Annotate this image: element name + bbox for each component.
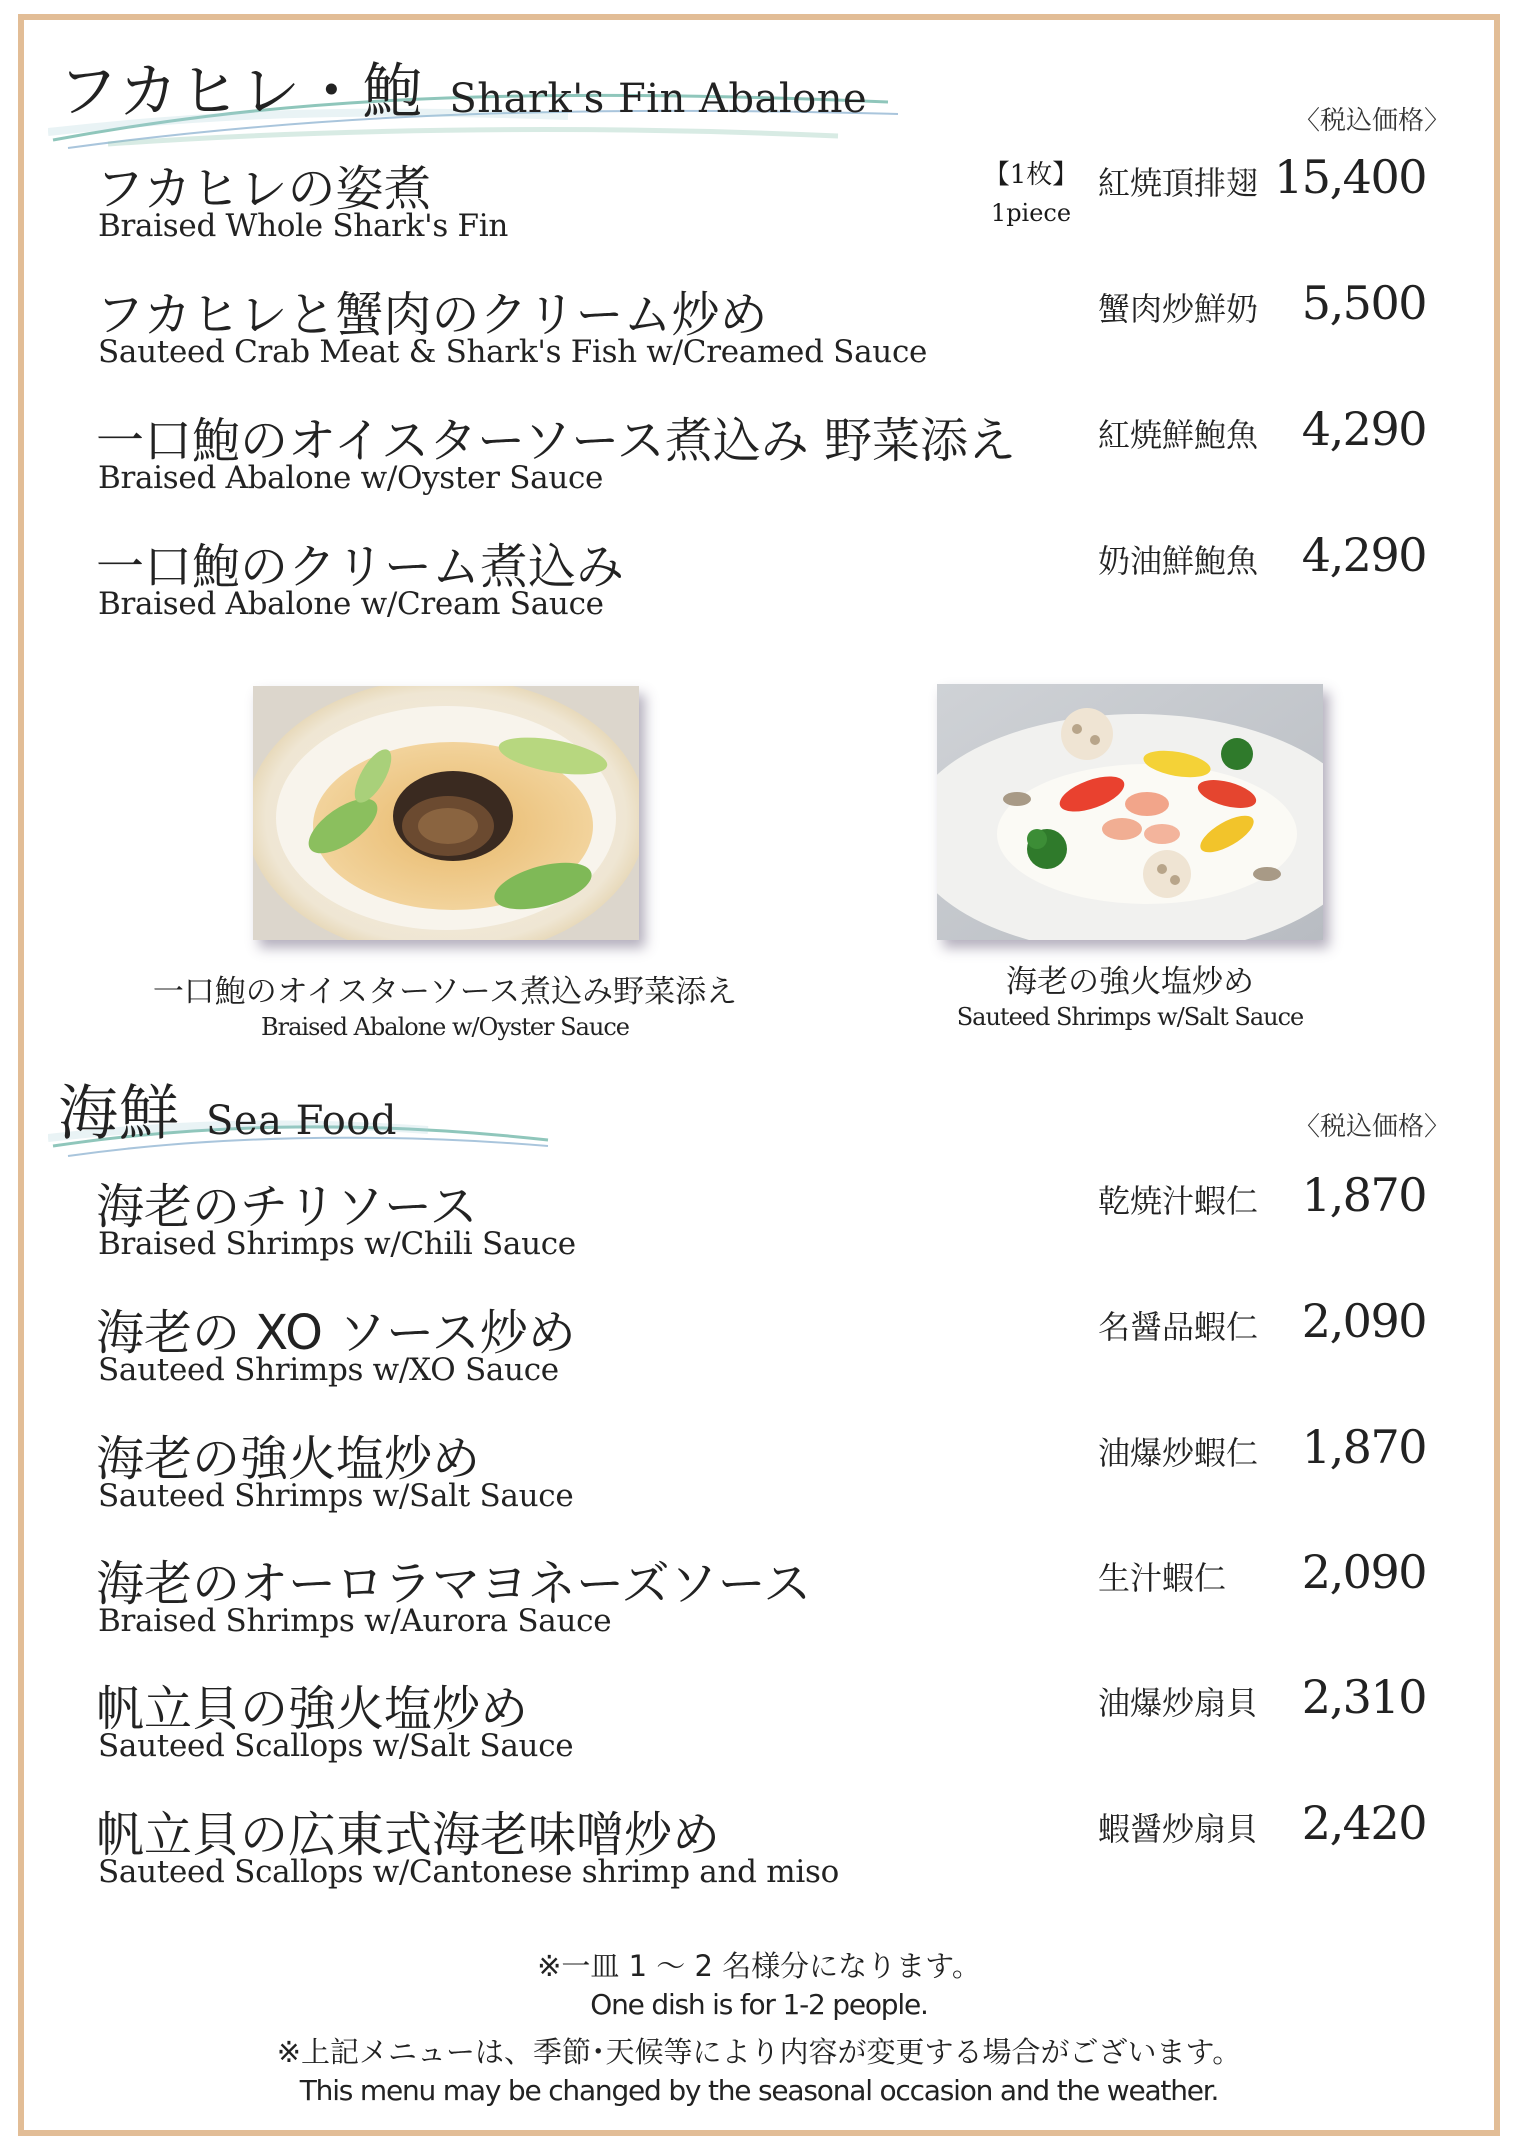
item-price: 5,500 [1301,276,1426,330]
item-name-en: Braised Shrimps w/Aurora Sauce [98,1603,612,1639]
photo-braised-abalone [253,686,639,940]
footer-notes [0,1944,1518,2116]
item-price: 1,870 [1301,1168,1426,1222]
item-name-en: Sauteed Shrimps w/Salt Sauce [98,1478,574,1514]
item-price: 4,290 [1301,402,1426,456]
item-price: 2,090 [1301,1294,1426,1348]
tax-included-label: 〈税込価格〉 [1293,106,1450,136]
menu-item [96,150,1456,270]
item-quantity-jp: 【1枚】 [983,160,1079,190]
item-quantity-en: 1piece [990,199,1072,227]
item-name-en: Sauteed Crab Meat & Shark's Fish w/Creamed Sauce [98,334,928,370]
item-price: 2,420 [1301,1796,1426,1850]
section-header-sharks-fin [48,44,908,144]
item-price: 1,870 [1301,1420,1426,1474]
item-price: 2,310 [1301,1670,1426,1724]
item-name-en: Braised Abalone w/Oyster Sauce [98,460,604,496]
item-name-jp: フカヒレと蟹肉のクリーム炒め [96,287,768,343]
section-header-sea-food [48,1066,908,1166]
item-quantity [976,154,1086,227]
item-name-cn: 名醤品蝦仁 [1098,1308,1259,1346]
item-name-cn: 生汁蝦仁 [1098,1559,1227,1597]
item-price: 15,400 [1274,150,1426,204]
item-name-jp: 一口鮑のクリーム煮込み [96,539,625,595]
item-name-en: Sauteed Shrimps w/XO Sauce [98,1352,559,1388]
footer-note-menu-change-en: This menu may be changed by the seasonal occasion and the weather. [299,2074,1219,2107]
photo-caption-en: Braised Abalone w/Oyster Sauce [260,1013,629,1041]
tax-included-label: 〈税込価格〉 [1293,1112,1450,1142]
item-name-en: Sauteed Scallops w/Cantonese shrimp and miso [98,1854,839,1890]
item-price: 2,090 [1301,1545,1426,1599]
section-title [58,44,867,130]
section-title-jp: 海鮮 [58,1079,180,1149]
item-name-en: Sauteed Scallops w/Salt Sauce [98,1728,574,1764]
item-name-en: Braised Abalone w/Cream Sauce [98,586,604,622]
item-name-cn: 奶油鮮鮑魚 [1098,542,1259,580]
menu-item [96,276,1456,396]
item-name-cn: 紅焼鮮鮑魚 [1098,416,1259,454]
item-name-jp: 海老の強火塩炒め [96,1431,481,1487]
menu-item [96,1545,1456,1665]
item-name-cn: 油爆炒蝦仁 [1098,1434,1259,1472]
item-name-jp: 海老の XO ソース炒め [96,1305,576,1361]
footer-note-menu-change-jp: ※上記メニューは、季節･天候等により内容が変更する場合がございます。 [276,2035,1242,2069]
menu-item [96,1796,1456,1916]
item-name-cn: 紅焼頂排翅 [1098,164,1259,202]
section-title [58,1066,397,1152]
section-title-jp: フカヒレ・鮑 [58,57,424,127]
item-name-jp: 帆立貝の広東式海老味噌炒め [96,1807,721,1863]
abalone-dish-image [253,686,639,940]
photo-caption [140,966,750,1041]
item-name-cn: 油爆炒扇貝 [1098,1684,1259,1722]
footer-note-portion-jp: ※一皿 1 〜 2 名様分になります。 [537,1949,981,1983]
menu-item [96,1420,1456,1540]
item-name-en: Braised Shrimps w/Chili Sauce [98,1226,576,1262]
photo-sauteed-shrimps [937,684,1323,940]
menu-item [96,1294,1456,1414]
item-name-jp: 海老のオーロラマヨネーズソース [96,1556,812,1612]
item-price: 4,290 [1301,528,1426,582]
item-name-cn: 乾焼汁蝦仁 [1098,1182,1259,1220]
item-name-jp: 海老のチリソース [96,1179,478,1235]
menu-item [96,1168,1456,1288]
item-name-jp: 帆立貝の強火塩炒め [96,1681,529,1737]
section-title-en: Sea Food [206,1098,397,1144]
menu-item [96,1670,1456,1790]
photo-caption-en: Sauteed Shrimps w/Salt Sauce [956,1003,1304,1031]
photo-caption [930,956,1330,1031]
item-name-cn: 蟹肉炒鮮奶 [1098,290,1259,328]
item-name-jp: 一口鮑のオイスターソース煮込み 野菜添え [96,413,1017,469]
item-name-cn: 蝦醤炒扇貝 [1098,1810,1259,1848]
menu-item [96,528,1456,648]
menu-item [96,402,1456,522]
photo-caption-jp: 海老の強火塩炒め [1006,964,1254,1000]
shrimp-dish-image [937,684,1323,940]
item-name-en: Braised Whole Shark's Fin [98,208,509,244]
section-title-en: Shark's Fin Abalone [449,76,868,122]
photo-caption-jp: 一口鮑のオイスターソース煮込み野菜添え [152,974,738,1010]
item-name-jp: フカヒレの姿煮 [96,161,432,217]
footer-note-portion-en: One dish is for 1-2 people. [590,1988,928,2021]
